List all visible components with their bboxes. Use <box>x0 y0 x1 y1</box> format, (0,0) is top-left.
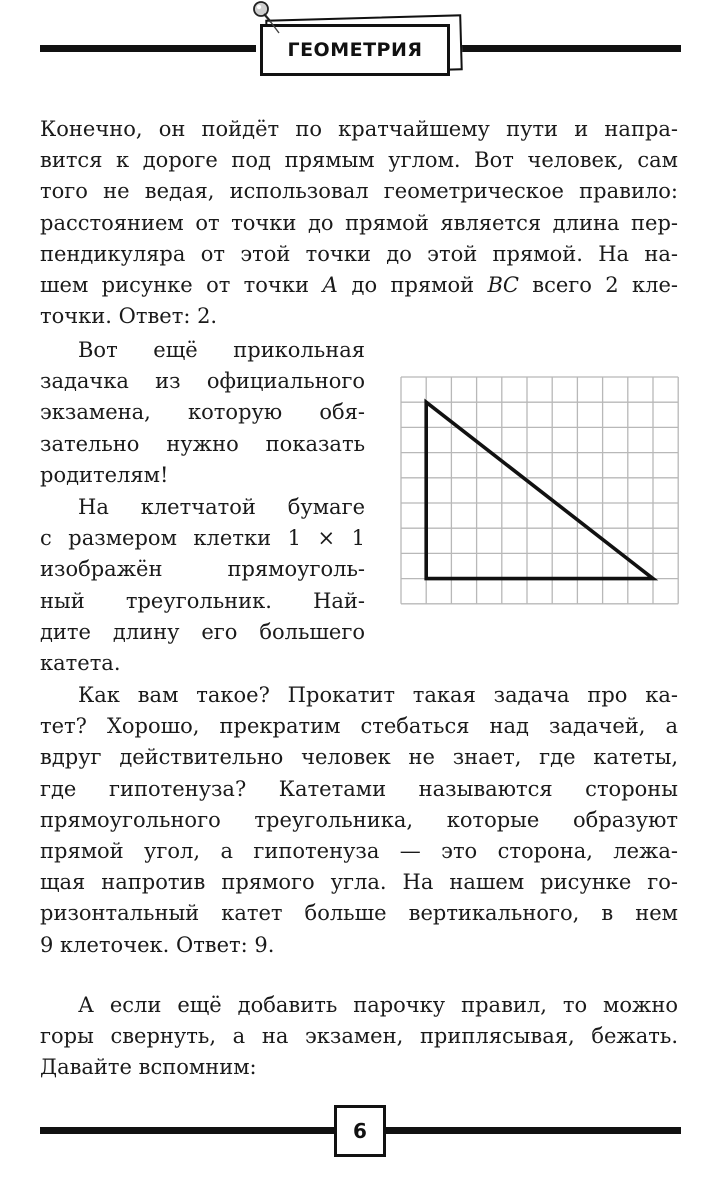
triangle-grid-figure <box>400 376 680 608</box>
text-line: Давайте вспомним: <box>40 1055 257 1080</box>
text-line: дите длину его большего <box>40 619 365 644</box>
text-line: щая напротив прямого угла. На нашем рисунке го- <box>40 870 678 895</box>
text-line: с размером клетки 1 × 1 <box>40 526 365 551</box>
text-line: горы свернуть, а на экзамен, приплясывая, бежать. <box>40 1024 678 1049</box>
text-line: вдруг действительно человек не знает, где катеты, <box>40 745 678 770</box>
text-line: изображён прямоуголь- <box>40 557 365 582</box>
line-label: ВС <box>487 273 519 298</box>
paragraph-1 <box>40 114 678 332</box>
text-line: На клетчатой бумаге <box>78 495 365 519</box>
text-line: где гипотенуза? Катетами называются стороны <box>40 776 678 801</box>
text-line: Вот ещё прикольная <box>78 338 365 362</box>
footer-rule-left <box>40 1127 336 1134</box>
text-line: 9 клеточек. Ответ: 9. <box>40 932 275 957</box>
section-title: ГЕОМЕТРИЯ <box>287 39 423 61</box>
paragraph-2 <box>40 335 365 491</box>
text-line: зательно нужно показать <box>40 431 365 456</box>
text-line: расстоянием от точки до прямой является длина пер- <box>40 210 678 235</box>
right-triangle <box>426 402 653 578</box>
text-line: ризонтальный катет больше вертикального, в нем <box>40 901 678 926</box>
text-line: прямоугольного треугольника, которые образуют <box>40 807 678 832</box>
point-label: А <box>322 273 339 298</box>
text-line: экзамена, которую обя- <box>40 400 365 425</box>
text-line: катета. <box>40 651 121 676</box>
text-line: Как вам такое? Прокатит такая задача про ка- <box>78 683 678 707</box>
text-line: шем рисунке от точки А до прямой ВС всего 2 кле- <box>40 273 678 298</box>
header-rule-right <box>458 45 681 52</box>
paragraph-4 <box>40 680 678 961</box>
text-line: того не ведая, использовал геометрическое правило: <box>40 179 678 204</box>
text-line: Конечно, он пойдёт по кратчайшему пути и напра- <box>40 117 678 141</box>
text-line: А если ещё добавить парочку правил, то можно <box>78 993 678 1017</box>
paragraph-5 <box>40 990 678 1084</box>
paragraph-3 <box>40 492 365 679</box>
text-line: тет? Хорошо, прекратим стебаться над задачей, а <box>40 714 678 739</box>
text-line: точки. Ответ: 2. <box>40 304 218 329</box>
text-line: пендикуляра от этой точки до этой прямой. На на- <box>40 241 678 266</box>
page-number: 6 <box>353 1119 367 1143</box>
header-label <box>260 24 450 76</box>
header-rule-left <box>40 45 256 52</box>
text-line: прямой угол, а гипотенуза — это сторона, лежа- <box>40 839 678 864</box>
text-line: задачка из официального <box>40 369 365 394</box>
text-line: ный треугольник. Най- <box>40 588 365 613</box>
text-line: родителям! <box>40 462 169 487</box>
text-line: вится к дороге под прямым углом. Вот человек, сам <box>40 148 678 173</box>
footer-rule-right <box>384 1127 681 1134</box>
pushpin-icon <box>249 0 283 36</box>
page-number-box <box>334 1105 386 1157</box>
